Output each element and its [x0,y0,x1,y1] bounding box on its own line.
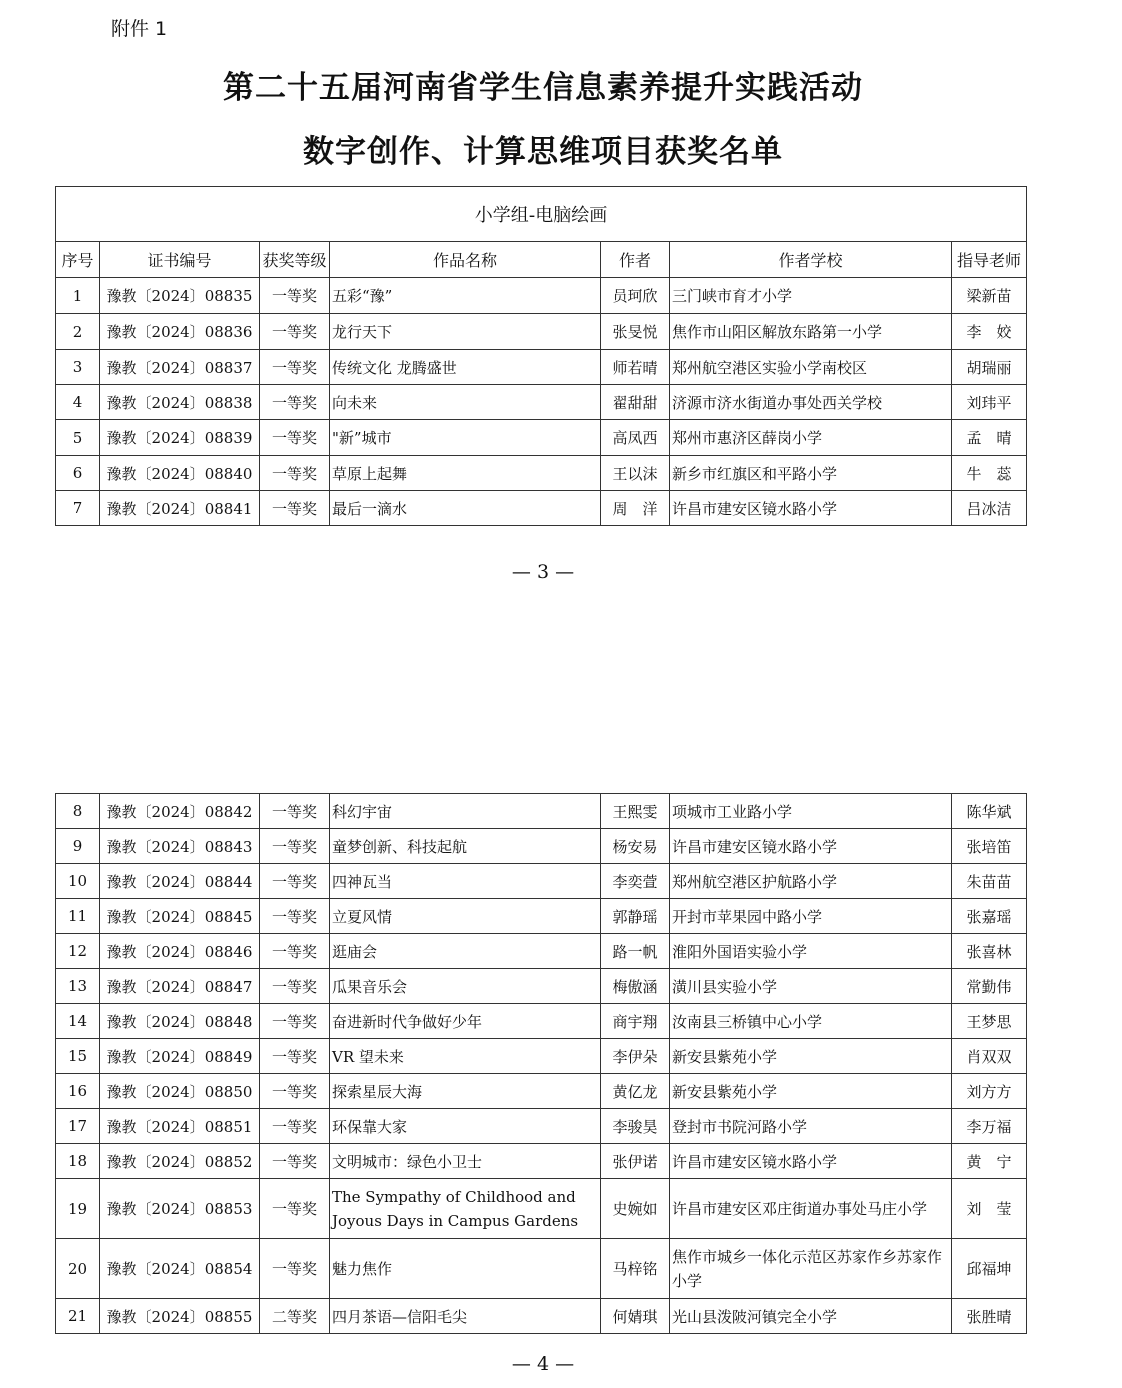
table-cell: 刘 莹 [952,1179,1027,1239]
table-row [56,1299,1027,1334]
table-cell: 豫教〔2024〕08839 [100,420,260,456]
table-cell: 豫教〔2024〕08837 [100,350,260,385]
table-cell: 许昌市建安区镜水路小学 [670,491,952,526]
table-cell: 2 [56,314,100,350]
table-cell: 19 [56,1179,100,1239]
table-cell: 黄 宁 [952,1144,1027,1179]
table-cell: 豫教〔2024〕08843 [100,829,260,864]
table-cell: 一等奖 [260,969,330,1004]
table-cell: 胡瑞丽 [952,350,1027,385]
table-cell: 3 [56,350,100,385]
table-cell: 张胜晴 [952,1299,1027,1334]
table-cell: 张旻悦 [601,314,670,350]
table-row [56,456,1027,491]
document-title: 第二十五届河南省学生信息素养提升实践活动 [223,70,863,106]
table-cell: 员珂欣 [601,278,670,314]
table-row [56,969,1027,1004]
table-cell: 一等奖 [260,794,330,829]
table-cell: 一等奖 [260,491,330,526]
table-cell: 豫教〔2024〕08840 [100,456,260,491]
awards-table-page-4 [55,793,1027,1334]
page-number: — 4 — [511,1353,575,1375]
table-cell: 张伊诺 [601,1144,670,1179]
table-row [56,829,1027,864]
table-cell: 李万福 [952,1109,1027,1144]
table-cell: 豫教〔2024〕08847 [100,969,260,1004]
table-cell: 光山县泼陂河镇完全小学 [670,1299,952,1334]
table-cell: 20 [56,1239,100,1299]
table-row [56,1144,1027,1179]
header-cell: 序号 [56,242,100,278]
table-cell: 豫教〔2024〕08841 [100,491,260,526]
table-cell: 豫教〔2024〕08835 [100,278,260,314]
table-cell: 一等奖 [260,278,330,314]
table-cell: 一等奖 [260,899,330,934]
table-cell: 郑州市惠济区薛岗小学 [670,420,952,456]
awards-table-page-3 [55,186,1027,526]
table-cell: 立夏风情 [330,899,601,934]
header-cell: 作品名称 [330,242,601,278]
table-cell: 一等奖 [260,1144,330,1179]
table-cell: 豫教〔2024〕08844 [100,864,260,899]
header-cell: 获奖等级 [260,242,330,278]
table-cell: 8 [56,794,100,829]
table-cell: 邱福坤 [952,1239,1027,1299]
table-cell: 郑州航空港区护航路小学 [670,864,952,899]
table-cell: 刘方方 [952,1074,1027,1109]
table-cell: 梁新苗 [952,278,1027,314]
table-cell: 新安县紫苑小学 [670,1074,952,1109]
table-cell: 马梓铭 [601,1239,670,1299]
table-cell: 项城市工业路小学 [670,794,952,829]
table-cell: 张嘉瑶 [952,899,1027,934]
table-cell: 朱苗苗 [952,864,1027,899]
table-cell: 许昌市建安区镜水路小学 [670,1144,952,1179]
table-cell: 王以沫 [601,456,670,491]
table-cell: 王梦思 [952,1004,1027,1039]
table-cell: 杨安易 [601,829,670,864]
table-row [56,350,1027,385]
table-cell: 汝南县三桥镇中心小学 [670,1004,952,1039]
table-cell: 7 [56,491,100,526]
table-cell: 6 [56,456,100,491]
table-cell: 开封市苹果园中路小学 [670,899,952,934]
table-row [56,864,1027,899]
header-cell: 证书编号 [100,242,260,278]
header-row [56,242,1027,278]
table-cell: 五彩“豫” [330,278,601,314]
table-cell: 许昌市建安区镜水路小学 [670,829,952,864]
table-cell: 一等奖 [260,864,330,899]
table-cell: 豫教〔2024〕08842 [100,794,260,829]
table-cell: 16 [56,1074,100,1109]
table-cell: 新乡市红旗区和平路小学 [670,456,952,491]
table-cell: 逛庙会 [330,934,601,969]
table-cell: 环保靠大家 [330,1109,601,1144]
table-cell: 童梦创新、科技起航 [330,829,601,864]
table-cell: 探索星辰大海 [330,1074,601,1109]
table-cell: 科幻宇宙 [330,794,601,829]
table-cell: 许昌市建安区邓庄街道办事处马庄小学 [670,1179,952,1239]
table-cell: 何婧琪 [601,1299,670,1334]
table-cell: 4 [56,385,100,420]
table-cell: 郑州航空港区实验小学南校区 [670,350,952,385]
table-row [56,491,1027,526]
table-cell: 5 [56,420,100,456]
table-cell: 一等奖 [260,385,330,420]
table-cell: 登封市书院河路小学 [670,1109,952,1144]
table-cell: 李骏昊 [601,1109,670,1144]
table-cell: 史婉如 [601,1179,670,1239]
table-cell: 瓜果音乐会 [330,969,601,1004]
table-cell: "新”城市 [330,420,601,456]
table-cell: 豫教〔2024〕08854 [100,1239,260,1299]
table-cell: 一等奖 [260,829,330,864]
table-cell: 豫教〔2024〕08852 [100,1144,260,1179]
table-cell: 14 [56,1004,100,1039]
table-cell: 17 [56,1109,100,1144]
attachment-label: 附件 1 [111,18,168,40]
table-cell: 10 [56,864,100,899]
table-cell: 魅力焦作 [330,1239,601,1299]
table-cell: 18 [56,1144,100,1179]
table-cell: 刘玮平 [952,385,1027,420]
table-cell: 向未来 [330,385,601,420]
table-cell: 一等奖 [260,1039,330,1074]
table-cell: 三门峡市育才小学 [670,278,952,314]
table-cell: 一等奖 [260,1109,330,1144]
table-cell: 陈华斌 [952,794,1027,829]
table-cell: 黄亿龙 [601,1074,670,1109]
table-cell: 一等奖 [260,934,330,969]
table-cell: 一等奖 [260,1239,330,1299]
table-row [56,385,1027,420]
table-cell: 豫教〔2024〕08836 [100,314,260,350]
table-cell: 豫教〔2024〕08845 [100,899,260,934]
table-cell: 张培笛 [952,829,1027,864]
table-cell: 豫教〔2024〕08851 [100,1109,260,1144]
table-cell: 王熙雯 [601,794,670,829]
header-cell: 作者 [601,242,670,278]
table-row [56,899,1027,934]
table-cell: 豫教〔2024〕08850 [100,1074,260,1109]
table-cell: 二等奖 [260,1299,330,1334]
table-cell: 一等奖 [260,350,330,385]
table-cell: 济源市济水街道办事处西关学校 [670,385,952,420]
table-row [56,1074,1027,1109]
table-cell: 焦作市城乡一体化示范区苏家作乡苏家作小学 [670,1239,952,1299]
table-cell: 奋进新时代争做好少年 [330,1004,601,1039]
table-cell: 一等奖 [260,420,330,456]
document-subtitle: 数字创作、计算思维项目获奖名单 [303,134,783,170]
table-cell: 新安县紫苑小学 [670,1039,952,1074]
table-cell: 周 洋 [601,491,670,526]
table-cell: 一等奖 [260,456,330,491]
table-cell: 文明城市：绿色小卫士 [330,1144,601,1179]
header-cell: 作者学校 [670,242,952,278]
table-row [56,934,1027,969]
table-cell: 传统文化 龙腾盛世 [330,350,601,385]
table-row [56,420,1027,456]
table-cell: 一等奖 [260,1074,330,1109]
table-cell: 豫教〔2024〕08838 [100,385,260,420]
table-row [56,1004,1027,1039]
table-cell: 商宇翔 [601,1004,670,1039]
table-cell: 张喜林 [952,934,1027,969]
table-cell: 一等奖 [260,1179,330,1239]
table-row [56,314,1027,350]
table-cell: 豫教〔2024〕08853 [100,1179,260,1239]
table-cell: 李 姣 [952,314,1027,350]
table-cell: 21 [56,1299,100,1334]
table-cell: 豫教〔2024〕08846 [100,934,260,969]
table-cell: 9 [56,829,100,864]
table-row [56,1039,1027,1074]
table-cell: 梅傲涵 [601,969,670,1004]
table-cell: 一等奖 [260,314,330,350]
table-row [56,1239,1027,1299]
table-cell: 豫教〔2024〕08849 [100,1039,260,1074]
page-number: — 3 — [511,561,575,583]
table-cell: VR 望未来 [330,1039,601,1074]
table-cell: 豫教〔2024〕08855 [100,1299,260,1334]
table-row [56,1109,1027,1144]
table-cell: 豫教〔2024〕08848 [100,1004,260,1039]
table-cell: 13 [56,969,100,1004]
table-cell: 吕冰洁 [952,491,1027,526]
table-cell: 12 [56,934,100,969]
table-cell: 一等奖 [260,1004,330,1039]
table-cell: The Sympathy of Childhood and Joyous Days in Campus Gardens [330,1179,601,1239]
table-cell: 最后一滴水 [330,491,601,526]
table-cell: 潢川县实验小学 [670,969,952,1004]
table-cell: 李奕萱 [601,864,670,899]
table-cell: 郭静瑶 [601,899,670,934]
table-cell: 龙行天下 [330,314,601,350]
table-row [56,278,1027,314]
table-cell: 四月茶语—信阳毛尖 [330,1299,601,1334]
table-cell: 焦作市山阳区解放东路第一小学 [670,314,952,350]
table-cell: 翟甜甜 [601,385,670,420]
header-cell: 指导老师 [952,242,1027,278]
table-cell: 李伊朵 [601,1039,670,1074]
table-cell: 1 [56,278,100,314]
table-cell: 牛 蕊 [952,456,1027,491]
table-cell: 草原上起舞 [330,456,601,491]
table-cell: 15 [56,1039,100,1074]
table-cell: 高凤西 [601,420,670,456]
table-cell: 常勤伟 [952,969,1027,1004]
table-row [56,794,1027,829]
table-cell: 淮阳外国语实验小学 [670,934,952,969]
table-cell: 孟 晴 [952,420,1027,456]
table-cell: 11 [56,899,100,934]
table-cell: 师若晴 [601,350,670,385]
table-row [56,1179,1027,1239]
table-cell: 肖双双 [952,1039,1027,1074]
section-title: 小学组-电脑绘画 [56,187,1027,242]
table-cell: 路一帆 [601,934,670,969]
table-cell: 四神瓦当 [330,864,601,899]
